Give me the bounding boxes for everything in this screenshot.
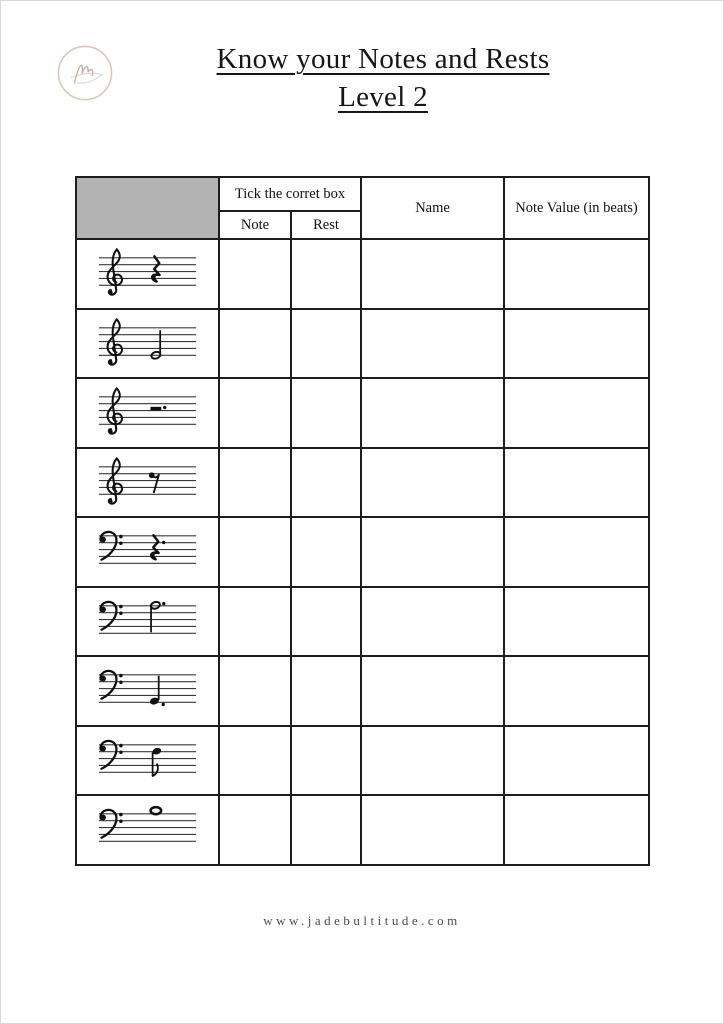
rest-answer-cell: [291, 517, 361, 587]
note-answer-cell: [219, 309, 291, 379]
name-answer-cell: [361, 795, 504, 865]
value-answer-cell: [504, 378, 649, 448]
worksheet-table: [75, 176, 650, 866]
rest-answer-cell: [291, 309, 361, 379]
staff-notation-cell: [76, 656, 219, 726]
name-answer-cell: [361, 656, 504, 726]
staff-notation: [94, 314, 202, 373]
value-answer-cell: [504, 239, 649, 309]
dotted-crotchet-rest-icon: [151, 536, 165, 560]
rest-answer-cell: [291, 795, 361, 865]
quaver-rest-icon: [148, 472, 158, 492]
staff-notation: [94, 244, 202, 303]
value-header: Note Value (in beats): [504, 177, 649, 239]
name-answer-cell: [361, 517, 504, 587]
staff-notation: [94, 800, 202, 859]
rest-answer-cell: [291, 656, 361, 726]
note-answer-cell: [219, 517, 291, 587]
staff-notation-cell: [76, 726, 219, 796]
note-answer-cell: [219, 726, 291, 796]
name-answer-cell: [361, 448, 504, 518]
note-answer-cell: [219, 378, 291, 448]
name-header: Name: [361, 177, 504, 239]
title-block: [0, 40, 724, 117]
staff-notation-cell: [76, 587, 219, 657]
staff-notation-cell: [76, 448, 219, 518]
table-row: [76, 795, 649, 865]
staff-notation: [94, 592, 202, 651]
note-answer-cell: [219, 795, 291, 865]
name-answer-cell: [361, 239, 504, 309]
dotted-minim-rest-icon: [150, 406, 166, 411]
value-answer-cell: [504, 448, 649, 518]
staff-notation: [94, 383, 202, 442]
table-row: [76, 726, 649, 796]
crotchet-rest-icon: [152, 257, 159, 282]
dotted-crotchet-note-icon: [148, 676, 164, 706]
rest-answer-cell: [291, 378, 361, 448]
note-answer-cell: [219, 448, 291, 518]
staff-notation: [94, 731, 202, 790]
page-title: Know your Notes and Rests: [216, 43, 550, 75]
name-answer-cell: [361, 309, 504, 379]
table-row: [76, 656, 649, 726]
page-subtitle: Level 2: [338, 81, 428, 114]
name-answer-cell: [361, 726, 504, 796]
staff-notation: [94, 661, 202, 720]
rest-answer-cell: [291, 239, 361, 309]
note-answer-cell: [219, 239, 291, 309]
table-row: [76, 587, 649, 657]
staff-notation-cell: [76, 378, 219, 448]
staff-notation-cell: [76, 795, 219, 865]
table-row: [76, 517, 649, 587]
value-answer-cell: [504, 795, 649, 865]
website-footer: www.jadebultitude.com: [263, 913, 461, 928]
staff-notation-cell: [76, 309, 219, 379]
table-row: [76, 239, 649, 309]
value-answer-cell: [504, 309, 649, 379]
staff-notation: [94, 522, 202, 581]
value-answer-cell: [504, 517, 649, 587]
table-row: [76, 448, 649, 518]
value-answer-cell: [504, 656, 649, 726]
tick-header: Tick the corret box: [219, 177, 361, 211]
table-row: [76, 309, 649, 379]
table-row: [76, 378, 649, 448]
rest-header: Rest: [291, 211, 361, 239]
note-answer-cell: [219, 656, 291, 726]
rest-answer-cell: [291, 448, 361, 518]
staff-notation-cell: [76, 517, 219, 587]
note-header: Note: [219, 211, 291, 239]
quaver-note-icon: [151, 747, 161, 776]
staff-notation-cell: [76, 239, 219, 309]
value-answer-cell: [504, 587, 649, 657]
rest-answer-cell: [291, 726, 361, 796]
value-answer-cell: [504, 726, 649, 796]
note-answer-cell: [219, 587, 291, 657]
rest-answer-cell: [291, 587, 361, 657]
staff-notation: [94, 453, 202, 512]
corner-cell: [76, 177, 219, 239]
semibreve-note-icon: [150, 807, 161, 814]
name-answer-cell: [361, 587, 504, 657]
name-answer-cell: [361, 378, 504, 448]
